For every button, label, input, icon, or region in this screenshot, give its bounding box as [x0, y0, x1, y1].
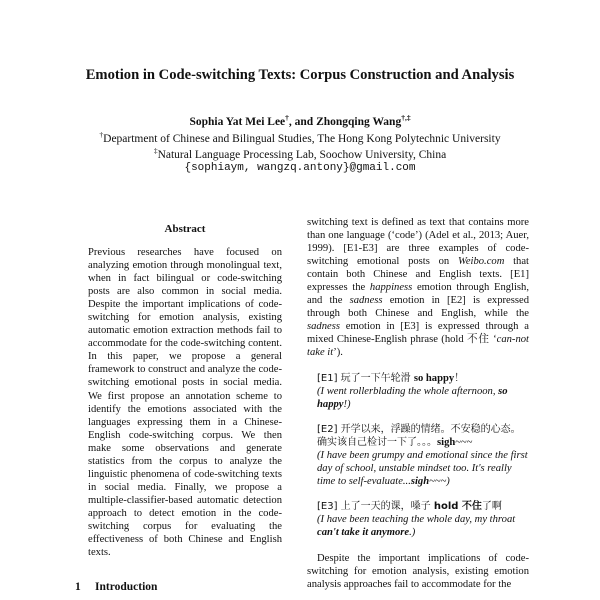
text-run: ~~~) — [429, 475, 450, 487]
text-run: emotion in [E2] is expressed through both Chinese and English, while the — [307, 295, 529, 320]
author-joiner: , and — [288, 115, 317, 128]
author-affiliation-mark: † — [285, 113, 289, 122]
text-run: emotion through English, and the — [307, 282, 530, 307]
example-chinese — [317, 423, 529, 449]
text-run: [E3] 上了一天的课，嗓子 — [317, 500, 434, 512]
right-column — [307, 216, 529, 591]
text-run: 了啊 — [481, 500, 502, 512]
text-run: hold 不住 — [433, 500, 482, 512]
text-run: sigh — [410, 475, 430, 487]
author-email: {sophiaym, wangzq.antony}@gmail.com — [184, 162, 416, 174]
text-run: can-not take it — [307, 334, 529, 359]
example-e2 — [317, 423, 529, 488]
text-run: ’). — [333, 347, 343, 359]
text-run: so happy — [317, 385, 508, 410]
author-name: Zhongqing Wang — [316, 115, 402, 128]
text-run: (I went rollerblading the whole afternoon, — [317, 385, 499, 397]
affiliation-text: Natural Language Processing Lab, Soochow University, China — [157, 148, 447, 161]
example-chinese — [317, 500, 529, 513]
text-run: sigh — [437, 436, 456, 448]
example-translation — [317, 449, 529, 488]
text-run: .) — [409, 526, 416, 538]
author-line — [0, 113, 600, 128]
text-run: emotion in [E3] is expressed through a mixed Chinese-English phrase (hold 不住 ‘ — [307, 321, 529, 346]
text-run: switching text is defined as text that contains more than one language (‘code’) (Adel et al., 2013; Auer, 1999). [E1-E3] are three examples of code-switching emotional posts on — [307, 217, 529, 268]
affiliation — [0, 130, 600, 145]
text-run: (I have been teaching the whole day, my throat — [317, 513, 516, 525]
text-run: ！ — [454, 372, 465, 384]
text-run: can't take it anymore — [317, 526, 410, 538]
author-name: Sophia Yat Mei Lee — [189, 115, 286, 128]
text-run: so happy — [413, 372, 455, 384]
affiliation-mark: ‡ — [153, 146, 158, 155]
text-run: ~~~ — [455, 436, 473, 448]
affiliation — [0, 146, 600, 161]
text-run: sadness — [307, 321, 340, 333]
section-number: 1 — [75, 581, 81, 593]
text-run: [E2] 开学以来，浮躁的情绪。不安稳的心态。确实该自己检讨一下了。。。 — [317, 423, 521, 448]
example-translation — [317, 385, 529, 411]
text-run: (I have been grumpy and emotional since the first day of school, unstable mindset too. It's really time to self-evaluate... — [317, 449, 528, 487]
text-run: [E1] 玩了一下午轮滑 — [317, 372, 414, 384]
text-run: !) — [343, 398, 351, 410]
example-chinese — [317, 372, 529, 385]
author-affiliation-mark: †,‡ — [401, 113, 411, 122]
abstract-heading: Abstract — [164, 223, 206, 235]
left-column — [88, 222, 282, 559]
example-translation — [317, 513, 529, 539]
affiliation-text: Department of Chinese and Bilingual Studies, The Hong Kong Polytechnic University — [103, 132, 501, 145]
abstract-body: Previous researches have focused on analyzing emotion through monolingual text, when in fact bilingual or code-switching posts are also common in social media. Despite the important implications of code-switching for emotion analysis, existing automatic emotion extraction methods fail to accommodate for the code-switching content. In this paper, we propose a general framework to construct and analyze the code-switching emotional posts in social media. We first propose an annotation scheme to identify the emotions associated with the languages expressing them in a Chinese-English code-switching corpus. We then make some observations and generate statistics from the corpus to analyze the linguistic phenomena of code-switching texts in social media. Finally, we propose a multiple-classifier-based automatic detection approach to detect emotion in the code-switching corpus for evaluating the effectiveness of both Chinese and English texts. — [88, 247, 282, 559]
example-e3 — [317, 500, 529, 539]
text-run: Weibo.com — [457, 256, 505, 268]
paragraph: Despite the important implications of code-switching for emotion analysis, existing emotion analysis approaches fail to accommodate for the — [307, 553, 529, 591]
text-run: that contain both Chinese and English texts. [E1] expresses the — [307, 256, 529, 294]
example-e1 — [317, 372, 529, 411]
paragraph — [307, 216, 529, 360]
section-title: Introduction — [95, 581, 158, 593]
affiliation-mark: † — [99, 130, 104, 139]
text-run: happiness — [369, 282, 413, 294]
text-run: sadness — [349, 295, 383, 307]
section-heading — [75, 581, 157, 593]
paper-title: Emotion in Code-switching Texts: Corpus Construction and Analysis — [85, 67, 515, 83]
